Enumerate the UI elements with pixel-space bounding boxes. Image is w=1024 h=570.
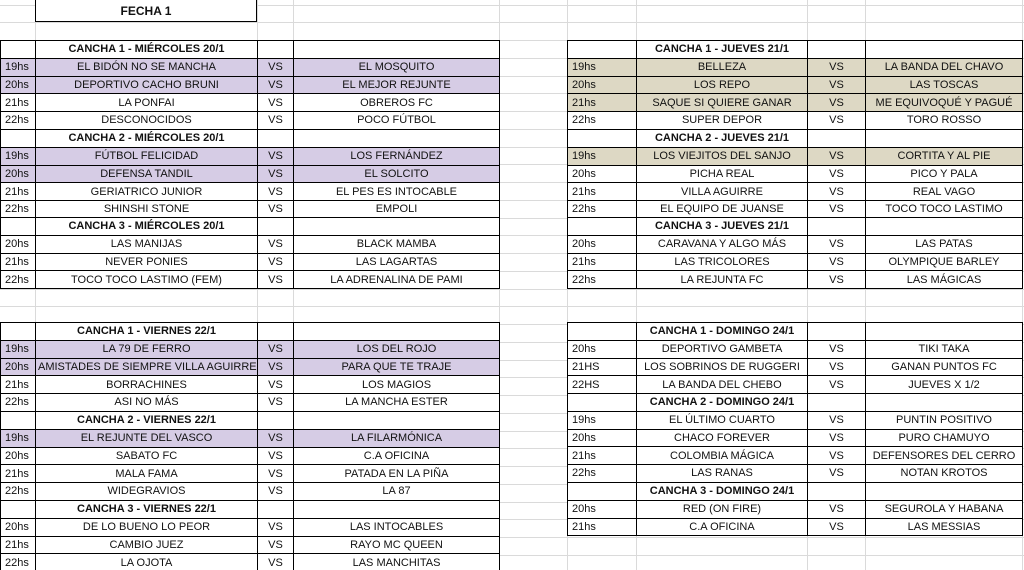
home-team[interactable]: LOS REPO bbox=[637, 76, 808, 94]
match-row bbox=[568, 518, 1023, 536]
vs-label[interactable]: VS bbox=[258, 112, 294, 130]
match-time[interactable]: 21HS bbox=[568, 358, 637, 376]
match-time[interactable]: 20hs bbox=[568, 429, 637, 447]
home-team[interactable]: SUPER DEPOR bbox=[637, 112, 808, 130]
empty-cell[interactable] bbox=[294, 412, 500, 430]
fixture-block bbox=[0, 411, 500, 501]
empty-cell[interactable] bbox=[866, 483, 1023, 501]
home-team[interactable]: LA 79 DE FERRO bbox=[36, 340, 258, 358]
match-row bbox=[568, 358, 1023, 376]
vs-label[interactable]: VS bbox=[258, 518, 294, 536]
empty-cell[interactable] bbox=[866, 218, 1023, 236]
match-row bbox=[1, 271, 500, 289]
match-time[interactable]: 21hs bbox=[568, 518, 637, 536]
vs-label[interactable]: VS bbox=[808, 500, 866, 518]
vs-label[interactable]: VS bbox=[258, 340, 294, 358]
match-row bbox=[568, 340, 1023, 358]
vs-label[interactable]: VS bbox=[258, 76, 294, 94]
away-team[interactable]: PICO Y PALA bbox=[866, 165, 1023, 183]
match-row bbox=[1, 253, 500, 271]
block-header[interactable]: CANCHA 3 - JUEVES 21/1 bbox=[637, 218, 808, 236]
block-header[interactable]: CANCHA 1 - MIÉRCOLES 20/1 bbox=[36, 41, 258, 59]
away-team[interactable]: NOTAN KROTOS bbox=[866, 465, 1023, 483]
block-header[interactable]: CANCHA 2 - JUEVES 21/1 bbox=[637, 130, 808, 148]
vs-label[interactable]: VS bbox=[808, 465, 866, 483]
match-row bbox=[1, 76, 500, 94]
empty-cell[interactable] bbox=[258, 412, 294, 430]
match-row bbox=[568, 165, 1023, 183]
home-team[interactable]: BORRACHINES bbox=[36, 376, 258, 394]
match-row bbox=[568, 447, 1023, 465]
match-time[interactable]: 22hs bbox=[568, 112, 637, 130]
match-time[interactable]: 21hs bbox=[1, 183, 36, 201]
home-team[interactable]: GERIATRICO JUNIOR bbox=[36, 183, 258, 201]
fixture-block bbox=[0, 40, 500, 130]
away-team[interactable]: RAYO MC QUEEN bbox=[294, 536, 500, 554]
vs-label[interactable]: VS bbox=[258, 447, 294, 465]
away-team[interactable]: LA ADRENALINA DE PAMI bbox=[294, 271, 500, 289]
match-row bbox=[568, 58, 1023, 76]
block-header-row bbox=[568, 323, 1023, 341]
home-team[interactable]: EL REJUNTE DEL VASCO bbox=[36, 429, 258, 447]
home-team[interactable]: SHINSHI STONE bbox=[36, 201, 258, 219]
vs-label[interactable]: VS bbox=[258, 376, 294, 394]
home-team[interactable]: SAQUE SI QUIERE GANAR bbox=[637, 94, 808, 112]
vs-label[interactable]: VS bbox=[258, 465, 294, 483]
match-row bbox=[1, 429, 500, 447]
match-row bbox=[1, 201, 500, 219]
vs-label[interactable]: VS bbox=[258, 483, 294, 501]
away-team[interactable]: JUEVES X 1/2 bbox=[866, 376, 1023, 394]
home-team[interactable]: PICHA REAL bbox=[637, 165, 808, 183]
away-team[interactable]: SEGUROLA Y HABANA bbox=[866, 500, 1023, 518]
home-team[interactable]: TOCO TOCO LASTIMO (FEM) bbox=[36, 271, 258, 289]
away-team[interactable]: LA MANCHA ESTER bbox=[294, 394, 500, 412]
block-header-row bbox=[1, 412, 500, 430]
match-time[interactable]: 22hs bbox=[568, 465, 637, 483]
away-team[interactable]: PURO CHAMUYO bbox=[866, 429, 1023, 447]
block-header[interactable]: CANCHA 3 - DOMINGO 24/1 bbox=[637, 483, 808, 501]
vs-label[interactable]: VS bbox=[258, 201, 294, 219]
home-team[interactable]: LOS VIEJITOS DEL SANJO bbox=[637, 147, 808, 165]
match-row bbox=[568, 183, 1023, 201]
away-team[interactable]: LAS INTOCABLES bbox=[294, 518, 500, 536]
match-time[interactable]: 19hs bbox=[1, 340, 36, 358]
home-team[interactable]: LOS SOBRINOS DE RUGGERI bbox=[637, 358, 808, 376]
match-row bbox=[1, 58, 500, 76]
vs-label[interactable]: VS bbox=[808, 358, 866, 376]
match-time[interactable]: 20hs bbox=[1, 447, 36, 465]
match-time[interactable]: 20hs bbox=[568, 500, 637, 518]
block-header[interactable]: CANCHA 2 - VIERNES 22/1 bbox=[36, 412, 258, 430]
away-team[interactable]: REAL VAGO bbox=[866, 183, 1023, 201]
vs-label[interactable]: VS bbox=[808, 76, 866, 94]
away-team[interactable]: EL MEJOR REJUNTE bbox=[294, 76, 500, 94]
empty-cell[interactable] bbox=[294, 41, 500, 59]
match-row bbox=[568, 235, 1023, 253]
match-row bbox=[1, 554, 500, 570]
match-time[interactable]: 22hs bbox=[1, 394, 36, 412]
vs-label[interactable]: VS bbox=[258, 165, 294, 183]
vs-label[interactable]: VS bbox=[258, 358, 294, 376]
match-time[interactable]: 21hs bbox=[1, 536, 36, 554]
vs-label[interactable]: VS bbox=[808, 447, 866, 465]
away-team[interactable]: EL MOSQUITO bbox=[294, 58, 500, 76]
home-team[interactable]: LAS TRICOLORES bbox=[637, 253, 808, 271]
empty-cell[interactable] bbox=[568, 218, 637, 236]
vs-label[interactable]: VS bbox=[258, 536, 294, 554]
vs-label[interactable]: VS bbox=[258, 271, 294, 289]
vs-label[interactable]: VS bbox=[808, 165, 866, 183]
block-header-row bbox=[568, 41, 1023, 59]
grid-row-line bbox=[0, 306, 1024, 307]
match-row bbox=[568, 147, 1023, 165]
away-team[interactable]: LOS FERNÁNDEZ bbox=[294, 147, 500, 165]
match-time[interactable]: 19hs bbox=[568, 147, 637, 165]
vs-label[interactable]: VS bbox=[808, 112, 866, 130]
fixture-block bbox=[567, 40, 1023, 130]
away-team[interactable]: EMPOLI bbox=[294, 201, 500, 219]
match-time[interactable]: 22hs bbox=[568, 201, 637, 219]
match-row bbox=[1, 94, 500, 112]
empty-cell[interactable] bbox=[258, 218, 294, 236]
home-team[interactable]: CARAVANA Y ALGO MÁS bbox=[637, 235, 808, 253]
away-team[interactable]: LAS LAGARTAS bbox=[294, 253, 500, 271]
home-team[interactable]: CHACO FOREVER bbox=[637, 429, 808, 447]
empty-cell[interactable] bbox=[568, 41, 637, 59]
empty-cell[interactable] bbox=[808, 41, 866, 59]
away-team[interactable]: LA FILARMÓNICA bbox=[294, 429, 500, 447]
match-time[interactable]: 22hs bbox=[1, 112, 36, 130]
home-team[interactable]: AMISTADES DE SIEMPRE VILLA AGUIRRE bbox=[36, 358, 258, 376]
fixture-block bbox=[567, 217, 1023, 289]
match-time[interactable]: 20hs bbox=[568, 165, 637, 183]
block-header[interactable]: CANCHA 1 - DOMINGO 24/1 bbox=[637, 323, 808, 341]
vs-label[interactable]: VS bbox=[258, 394, 294, 412]
away-team[interactable]: TORO ROSSO bbox=[866, 112, 1023, 130]
vs-label[interactable]: VS bbox=[808, 340, 866, 358]
empty-cell[interactable] bbox=[568, 483, 637, 501]
fixture-block bbox=[0, 322, 500, 412]
match-row bbox=[568, 500, 1023, 518]
home-team[interactable]: VILLA AGUIRRE bbox=[637, 183, 808, 201]
home-team[interactable]: CAMBIO JUEZ bbox=[36, 536, 258, 554]
away-team[interactable]: DEFENSORES DEL CERRO bbox=[866, 447, 1023, 465]
empty-cell[interactable] bbox=[866, 130, 1023, 148]
vs-label[interactable]: VS bbox=[258, 183, 294, 201]
vs-label[interactable]: VS bbox=[258, 554, 294, 570]
match-time[interactable]: 21hs bbox=[1, 94, 36, 112]
away-team[interactable]: OBREROS FC bbox=[294, 94, 500, 112]
empty-cell[interactable] bbox=[866, 41, 1023, 59]
away-team[interactable]: TIKI TAKA bbox=[866, 340, 1023, 358]
away-team[interactable]: LA BANDA DEL CHAVO bbox=[866, 58, 1023, 76]
match-time[interactable]: 19hs bbox=[1, 429, 36, 447]
block-header-row bbox=[568, 483, 1023, 501]
match-time[interactable]: 22hs bbox=[1, 201, 36, 219]
empty-cell[interactable] bbox=[258, 323, 294, 341]
away-team[interactable]: LOS MAGIOS bbox=[294, 376, 500, 394]
match-time[interactable]: 21hs bbox=[1, 465, 36, 483]
match-row bbox=[568, 94, 1023, 112]
match-time[interactable]: 22hs bbox=[568, 271, 637, 289]
grid-row-line bbox=[0, 289, 1024, 290]
empty-cell[interactable] bbox=[568, 130, 637, 148]
match-row bbox=[1, 147, 500, 165]
home-team[interactable]: ASI NO MÁS bbox=[36, 394, 258, 412]
block-header-row bbox=[1, 218, 500, 236]
match-row bbox=[1, 112, 500, 130]
match-time[interactable]: 19hs bbox=[568, 411, 637, 429]
empty-cell[interactable] bbox=[1, 501, 36, 519]
match-time[interactable]: 21hs bbox=[568, 253, 637, 271]
empty-cell[interactable] bbox=[258, 501, 294, 519]
away-team[interactable]: LAS TOSCAS bbox=[866, 76, 1023, 94]
home-team[interactable]: WIDEGRAVIOS bbox=[36, 483, 258, 501]
match-row bbox=[568, 201, 1023, 219]
match-row bbox=[1, 465, 500, 483]
empty-cell[interactable] bbox=[258, 41, 294, 59]
match-time[interactable]: 22HS bbox=[568, 376, 637, 394]
match-row bbox=[1, 483, 500, 501]
empty-cell[interactable] bbox=[294, 130, 500, 148]
home-team[interactable]: NEVER PONIES bbox=[36, 253, 258, 271]
match-row bbox=[568, 253, 1023, 271]
vs-label[interactable]: VS bbox=[808, 376, 866, 394]
match-time[interactable]: 20hs bbox=[1, 235, 36, 253]
empty-cell[interactable] bbox=[808, 218, 866, 236]
vs-label[interactable]: VS bbox=[808, 183, 866, 201]
match-time[interactable]: 19hs bbox=[1, 58, 36, 76]
match-row bbox=[1, 518, 500, 536]
fixture-block bbox=[567, 393, 1023, 483]
vs-label[interactable]: VS bbox=[258, 94, 294, 112]
vs-label[interactable]: VS bbox=[808, 411, 866, 429]
match-time[interactable]: 21hs bbox=[568, 447, 637, 465]
home-team[interactable]: RED (ON FIRE) bbox=[637, 500, 808, 518]
fixture-block bbox=[0, 500, 500, 570]
home-team[interactable]: BELLEZA bbox=[637, 58, 808, 76]
match-time[interactable]: 20hs bbox=[568, 235, 637, 253]
block-header-row bbox=[568, 130, 1023, 148]
vs-label[interactable]: VS bbox=[808, 518, 866, 536]
block-header[interactable]: CANCHA 1 - JUEVES 21/1 bbox=[637, 41, 808, 59]
vs-label[interactable]: VS bbox=[258, 235, 294, 253]
empty-cell[interactable] bbox=[808, 483, 866, 501]
home-team[interactable]: DEFENSA TANDIL bbox=[36, 165, 258, 183]
match-row bbox=[1, 165, 500, 183]
fixture-block bbox=[0, 129, 500, 219]
empty-cell[interactable] bbox=[258, 130, 294, 148]
match-time[interactable]: 20hs bbox=[568, 340, 637, 358]
vs-label[interactable]: VS bbox=[258, 253, 294, 271]
block-header-row bbox=[568, 394, 1023, 412]
vs-label[interactable]: VS bbox=[808, 253, 866, 271]
home-team[interactable]: LAS MANIJAS bbox=[36, 235, 258, 253]
block-header[interactable]: CANCHA 3 - MIÉRCOLES 20/1 bbox=[36, 218, 258, 236]
block-header-row bbox=[1, 41, 500, 59]
vs-label[interactable]: VS bbox=[808, 58, 866, 76]
match-row bbox=[1, 376, 500, 394]
away-team[interactable]: PARA QUE TE TRAJE bbox=[294, 358, 500, 376]
away-team[interactable]: LAS MANCHITAS bbox=[294, 554, 500, 570]
home-team[interactable]: EL ÚLTIMO CUARTO bbox=[637, 411, 808, 429]
away-team[interactable]: PATADA EN LA PIÑA bbox=[294, 465, 500, 483]
home-team[interactable]: SABATO FC bbox=[36, 447, 258, 465]
empty-cell[interactable] bbox=[808, 394, 866, 412]
match-row bbox=[1, 358, 500, 376]
home-team[interactable]: DEPORTIVO CACHO BRUNI bbox=[36, 76, 258, 94]
match-time[interactable]: 20hs bbox=[568, 76, 637, 94]
home-team[interactable]: DESCONOCIDOS bbox=[36, 112, 258, 130]
fixture-block bbox=[0, 217, 500, 289]
empty-cell[interactable] bbox=[1, 218, 36, 236]
empty-cell[interactable] bbox=[866, 394, 1023, 412]
match-row bbox=[568, 376, 1023, 394]
home-team[interactable]: COLOMBIA MÁGICA bbox=[637, 447, 808, 465]
vs-label[interactable]: VS bbox=[258, 429, 294, 447]
grid-row-line bbox=[0, 22, 1024, 23]
empty-cell[interactable] bbox=[294, 501, 500, 519]
vs-label[interactable]: VS bbox=[258, 58, 294, 76]
empty-cell[interactable] bbox=[808, 130, 866, 148]
away-team[interactable]: BLACK MAMBA bbox=[294, 235, 500, 253]
away-team[interactable]: LAS MÁGICAS bbox=[866, 271, 1023, 289]
vs-label[interactable]: VS bbox=[808, 147, 866, 165]
away-team[interactable]: OLYMPIQUE BARLEY bbox=[866, 253, 1023, 271]
match-row bbox=[1, 183, 500, 201]
vs-label[interactable]: VS bbox=[808, 235, 866, 253]
home-team[interactable]: FÚTBOL FELICIDAD bbox=[36, 147, 258, 165]
fixture-block bbox=[567, 482, 1023, 536]
match-time[interactable]: 22hs bbox=[1, 483, 36, 501]
match-time[interactable]: 21hs bbox=[568, 94, 637, 112]
away-team[interactable]: EL SOLCITO bbox=[294, 165, 500, 183]
empty-cell[interactable] bbox=[866, 323, 1023, 341]
away-team[interactable]: CORTITA Y AL PIE bbox=[866, 147, 1023, 165]
empty-cell[interactable] bbox=[1, 41, 36, 59]
home-team[interactable]: LA BANDA DEL CHEBO bbox=[637, 376, 808, 394]
home-team[interactable]: LA OJOTA bbox=[36, 554, 258, 570]
sheet-title: FECHA 1 bbox=[35, 0, 257, 22]
match-row bbox=[1, 447, 500, 465]
empty-cell[interactable] bbox=[294, 218, 500, 236]
home-team[interactable]: EL BIDÓN NO SE MANCHA bbox=[36, 58, 258, 76]
match-time[interactable]: 21hs bbox=[1, 376, 36, 394]
match-row bbox=[1, 394, 500, 412]
empty-cell[interactable] bbox=[808, 323, 866, 341]
match-row bbox=[568, 465, 1023, 483]
match-time[interactable]: 20hs bbox=[1, 165, 36, 183]
empty-cell[interactable] bbox=[1, 323, 36, 341]
match-row bbox=[568, 429, 1023, 447]
block-header-row bbox=[1, 130, 500, 148]
away-team[interactable]: TOCO TOCO LASTIMO bbox=[866, 201, 1023, 219]
vs-label[interactable]: VS bbox=[808, 429, 866, 447]
match-time[interactable]: 19hs bbox=[1, 147, 36, 165]
home-team[interactable]: MALA FAMA bbox=[36, 465, 258, 483]
match-time[interactable]: 21hs bbox=[1, 253, 36, 271]
empty-cell[interactable] bbox=[1, 130, 36, 148]
away-team[interactable]: LA 87 bbox=[294, 483, 500, 501]
match-time[interactable]: 20hs bbox=[1, 358, 36, 376]
home-team[interactable]: C.A OFICINA bbox=[637, 518, 808, 536]
match-time[interactable]: 22hs bbox=[1, 554, 36, 570]
match-time[interactable]: 21hs bbox=[568, 183, 637, 201]
vs-label[interactable]: VS bbox=[808, 271, 866, 289]
block-header[interactable]: CANCHA 2 - DOMINGO 24/1 bbox=[637, 394, 808, 412]
empty-cell[interactable] bbox=[1, 412, 36, 430]
match-time[interactable]: 19hs bbox=[568, 58, 637, 76]
away-team[interactable]: LOS DEL ROJO bbox=[294, 340, 500, 358]
block-header-row bbox=[1, 501, 500, 519]
match-row bbox=[568, 76, 1023, 94]
match-row bbox=[1, 536, 500, 554]
match-time[interactable]: 20hs bbox=[1, 76, 36, 94]
away-team[interactable]: LAS PATAS bbox=[866, 235, 1023, 253]
match-time[interactable]: 20hs bbox=[1, 518, 36, 536]
home-team[interactable]: EL EQUIPO DE JUANSE bbox=[637, 201, 808, 219]
block-header-row bbox=[568, 218, 1023, 236]
home-team[interactable]: LA REJUNTA FC bbox=[637, 271, 808, 289]
home-team[interactable]: DE LO BUENO LO PEOR bbox=[36, 518, 258, 536]
away-team[interactable]: EL PES ES INTOCABLE bbox=[294, 183, 500, 201]
home-team[interactable]: DEPORTIVO GAMBETA bbox=[637, 340, 808, 358]
match-row bbox=[568, 411, 1023, 429]
vs-label[interactable]: VS bbox=[808, 201, 866, 219]
empty-cell[interactable] bbox=[294, 323, 500, 341]
vs-label[interactable]: VS bbox=[258, 147, 294, 165]
match-row bbox=[1, 340, 500, 358]
match-row bbox=[568, 271, 1023, 289]
away-team[interactable]: ME EQUIVOQUÉ Y PAGUÉ bbox=[866, 94, 1023, 112]
vs-label[interactable]: VS bbox=[808, 94, 866, 112]
block-header[interactable]: CANCHA 2 - MIÉRCOLES 20/1 bbox=[36, 130, 258, 148]
match-time[interactable]: 22hs bbox=[1, 271, 36, 289]
block-header[interactable]: CANCHA 3 - VIERNES 22/1 bbox=[36, 501, 258, 519]
away-team[interactable]: PUNTIN POSITIVO bbox=[866, 411, 1023, 429]
away-team[interactable]: GANAN PUNTOS FC bbox=[866, 358, 1023, 376]
match-row bbox=[568, 112, 1023, 130]
home-team[interactable]: LA PONFAI bbox=[36, 94, 258, 112]
empty-cell[interactable] bbox=[568, 394, 637, 412]
fixture-block bbox=[567, 322, 1023, 394]
home-team[interactable]: LAS RANAS bbox=[637, 465, 808, 483]
fixture-block bbox=[567, 129, 1023, 219]
block-header[interactable]: CANCHA 1 - VIERNES 22/1 bbox=[36, 323, 258, 341]
match-row bbox=[1, 235, 500, 253]
away-team[interactable]: POCO FÚTBOL bbox=[294, 112, 500, 130]
block-header-row bbox=[1, 323, 500, 341]
away-team[interactable]: C.A OFICINA bbox=[294, 447, 500, 465]
empty-cell[interactable] bbox=[568, 323, 637, 341]
away-team[interactable]: LAS MESSIAS bbox=[866, 518, 1023, 536]
